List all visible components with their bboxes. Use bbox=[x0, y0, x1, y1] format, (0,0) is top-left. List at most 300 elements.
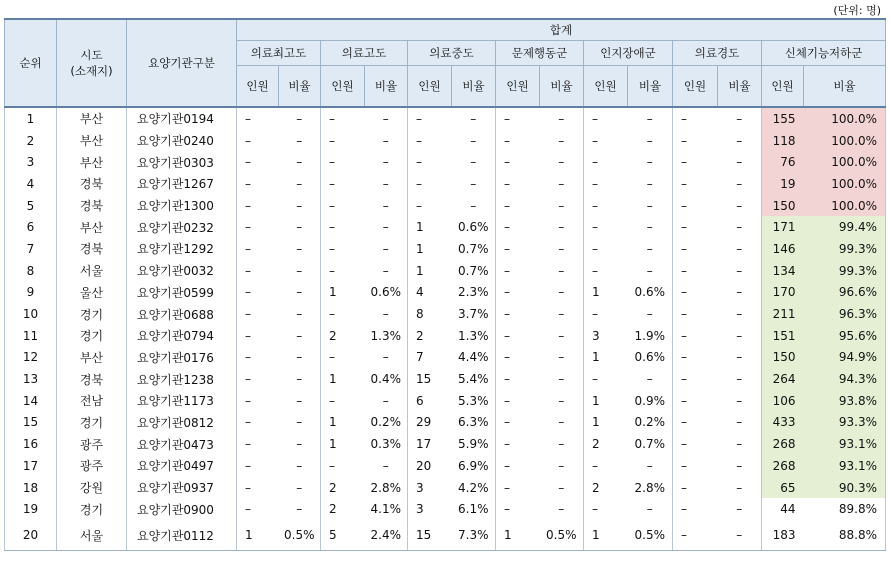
count-cell: – bbox=[496, 195, 540, 217]
count-cell: – bbox=[496, 260, 540, 282]
count-cell: – bbox=[673, 455, 718, 477]
count-cell: – bbox=[673, 303, 718, 325]
table-row bbox=[5, 107, 886, 130]
rate-cell: 0.4% bbox=[365, 368, 408, 390]
rate-cell: – bbox=[452, 173, 496, 195]
rate-cell: 0.5% bbox=[628, 520, 673, 551]
rate-cell: – bbox=[628, 238, 673, 260]
rate-cell: 2.8% bbox=[365, 477, 408, 499]
count-cell: 134 bbox=[762, 260, 804, 282]
rate-cell: 0.9% bbox=[628, 390, 673, 412]
rate-cell: – bbox=[365, 347, 408, 369]
rate-cell: 5.3% bbox=[452, 390, 496, 412]
header-rate: 비율 bbox=[718, 66, 762, 108]
count-cell: – bbox=[237, 412, 279, 434]
table-row bbox=[5, 151, 886, 173]
rank-cell: 12 bbox=[5, 347, 57, 369]
rate-cell: 2.3% bbox=[452, 282, 496, 304]
region-cell: 서울 bbox=[57, 260, 127, 282]
rate-cell: – bbox=[365, 107, 408, 130]
rate-cell: – bbox=[718, 282, 762, 304]
rate-cell: 0.7% bbox=[452, 260, 496, 282]
count-cell: – bbox=[496, 433, 540, 455]
count-cell: – bbox=[673, 216, 718, 238]
count-cell: – bbox=[673, 282, 718, 304]
facility-cell: 요양기관1300 bbox=[127, 195, 237, 217]
header-region bbox=[57, 19, 127, 107]
count-cell: – bbox=[321, 151, 365, 173]
count-cell: – bbox=[321, 303, 365, 325]
count-cell: – bbox=[496, 455, 540, 477]
count-cell: – bbox=[237, 477, 279, 499]
rate-cell: – bbox=[718, 455, 762, 477]
region-cell: 부산 bbox=[57, 130, 127, 152]
count-cell: – bbox=[673, 390, 718, 412]
count-cell: 2 bbox=[321, 498, 365, 520]
rank-cell: 1 bbox=[5, 107, 57, 130]
header-region-line1: 시도 bbox=[80, 48, 103, 62]
rate-cell: – bbox=[279, 412, 321, 434]
rate-cell: – bbox=[279, 325, 321, 347]
rate-cell: – bbox=[718, 238, 762, 260]
count-cell: – bbox=[673, 412, 718, 434]
rank-cell: 13 bbox=[5, 368, 57, 390]
rate-cell: 1.3% bbox=[365, 325, 408, 347]
count-cell: – bbox=[584, 195, 628, 217]
count-cell: – bbox=[673, 477, 718, 499]
count-cell: 17 bbox=[408, 433, 452, 455]
facility-cell: 요양기관1267 bbox=[127, 173, 237, 195]
count-cell: – bbox=[408, 130, 452, 152]
header-rate: 비율 bbox=[804, 66, 886, 108]
region-cell: 부산 bbox=[57, 347, 127, 369]
rate-cell: 5.9% bbox=[452, 433, 496, 455]
rate-cell: – bbox=[365, 455, 408, 477]
count-cell: – bbox=[237, 498, 279, 520]
rate-cell: 0.6% bbox=[452, 216, 496, 238]
header-count: 인원 bbox=[673, 66, 718, 108]
rate-cell: 4.1% bbox=[365, 498, 408, 520]
rank-cell: 16 bbox=[5, 433, 57, 455]
count-cell: 2 bbox=[584, 477, 628, 499]
rate-cell: – bbox=[718, 433, 762, 455]
header-count: 인원 bbox=[762, 66, 804, 108]
facility-cell: 요양기관0900 bbox=[127, 498, 237, 520]
rank-cell: 14 bbox=[5, 390, 57, 412]
rate-cell: 3.7% bbox=[452, 303, 496, 325]
rate-cell: 90.3% bbox=[804, 477, 886, 499]
rate-cell: – bbox=[540, 412, 584, 434]
rate-cell: 0.6% bbox=[365, 282, 408, 304]
count-cell: – bbox=[237, 216, 279, 238]
rate-cell: – bbox=[365, 216, 408, 238]
count-cell: – bbox=[408, 107, 452, 130]
rate-cell: – bbox=[279, 173, 321, 195]
count-cell: – bbox=[321, 390, 365, 412]
rank-cell: 8 bbox=[5, 260, 57, 282]
rate-cell: – bbox=[540, 238, 584, 260]
count-cell: – bbox=[321, 107, 365, 130]
rate-cell: – bbox=[279, 107, 321, 130]
count-cell: – bbox=[673, 173, 718, 195]
region-cell: 강원 bbox=[57, 477, 127, 499]
count-cell: 150 bbox=[762, 195, 804, 217]
rate-cell: – bbox=[452, 195, 496, 217]
count-cell: – bbox=[408, 173, 452, 195]
count-cell: – bbox=[673, 130, 718, 152]
table-row bbox=[5, 498, 886, 520]
rate-cell: – bbox=[718, 390, 762, 412]
count-cell: 170 bbox=[762, 282, 804, 304]
count-cell: 1 bbox=[584, 347, 628, 369]
count-cell: – bbox=[237, 130, 279, 152]
count-cell: 5 bbox=[321, 520, 365, 551]
count-cell: – bbox=[237, 173, 279, 195]
rate-cell: – bbox=[718, 347, 762, 369]
count-cell: – bbox=[496, 412, 540, 434]
facility-cell: 요양기관0303 bbox=[127, 151, 237, 173]
rate-cell: – bbox=[279, 216, 321, 238]
rate-cell: – bbox=[628, 195, 673, 217]
rate-cell: – bbox=[718, 303, 762, 325]
rank-cell: 20 bbox=[5, 520, 57, 551]
rank-cell: 10 bbox=[5, 303, 57, 325]
count-cell: 264 bbox=[762, 368, 804, 390]
rate-cell: – bbox=[279, 433, 321, 455]
count-cell: – bbox=[237, 347, 279, 369]
region-cell: 경북 bbox=[57, 238, 127, 260]
rate-cell: 1.3% bbox=[452, 325, 496, 347]
count-cell: 1 bbox=[584, 282, 628, 304]
rate-cell: – bbox=[279, 282, 321, 304]
header-rate: 비율 bbox=[279, 66, 321, 108]
rate-cell: – bbox=[718, 260, 762, 282]
header-count: 인원 bbox=[321, 66, 365, 108]
count-cell: – bbox=[673, 260, 718, 282]
facility-cell: 요양기관0232 bbox=[127, 216, 237, 238]
facility-cell: 요양기관0240 bbox=[127, 130, 237, 152]
count-cell: 1 bbox=[321, 412, 365, 434]
rank-cell: 19 bbox=[5, 498, 57, 520]
count-cell: 6 bbox=[408, 390, 452, 412]
rank-cell: 9 bbox=[5, 282, 57, 304]
count-cell: 146 bbox=[762, 238, 804, 260]
rate-cell: – bbox=[279, 130, 321, 152]
rate-cell: – bbox=[540, 433, 584, 455]
count-cell: 3 bbox=[408, 498, 452, 520]
header-facility: 요양기관구분 bbox=[127, 19, 237, 107]
table-row bbox=[5, 260, 886, 282]
unit-label: (단위: 명) bbox=[833, 4, 881, 17]
count-cell: – bbox=[408, 195, 452, 217]
count-cell: 3 bbox=[408, 477, 452, 499]
rate-cell: – bbox=[628, 107, 673, 130]
count-cell: – bbox=[237, 368, 279, 390]
rate-cell: 100.0% bbox=[804, 195, 886, 217]
rate-cell: – bbox=[540, 368, 584, 390]
table-row bbox=[5, 282, 886, 304]
rate-cell: 0.3% bbox=[365, 433, 408, 455]
rate-cell: 6.1% bbox=[452, 498, 496, 520]
rate-cell: – bbox=[540, 216, 584, 238]
count-cell: 151 bbox=[762, 325, 804, 347]
rate-cell: – bbox=[718, 520, 762, 551]
count-cell: – bbox=[496, 282, 540, 304]
count-cell: – bbox=[673, 195, 718, 217]
rate-cell: 100.0% bbox=[804, 130, 886, 152]
rate-cell: 95.6% bbox=[804, 325, 886, 347]
table-row bbox=[5, 455, 886, 477]
rate-cell: – bbox=[365, 130, 408, 152]
rate-cell: – bbox=[628, 216, 673, 238]
rate-cell: – bbox=[279, 303, 321, 325]
region-cell: 경기 bbox=[57, 325, 127, 347]
rank-cell: 11 bbox=[5, 325, 57, 347]
rate-cell: – bbox=[540, 151, 584, 173]
count-cell: 2 bbox=[408, 325, 452, 347]
table-row bbox=[5, 412, 886, 434]
region-cell: 경북 bbox=[57, 195, 127, 217]
rate-cell: 0.5% bbox=[279, 520, 321, 551]
rate-cell: – bbox=[279, 151, 321, 173]
count-cell: 4 bbox=[408, 282, 452, 304]
header-count: 인원 bbox=[408, 66, 452, 108]
count-cell: – bbox=[496, 368, 540, 390]
facility-cell: 요양기관0599 bbox=[127, 282, 237, 304]
count-cell: – bbox=[673, 151, 718, 173]
count-cell: – bbox=[237, 107, 279, 130]
count-cell: – bbox=[673, 498, 718, 520]
facility-cell: 요양기관0112 bbox=[127, 520, 237, 551]
count-cell: – bbox=[321, 347, 365, 369]
rank-cell: 15 bbox=[5, 412, 57, 434]
count-cell: 1 bbox=[408, 216, 452, 238]
facility-cell: 요양기관1238 bbox=[127, 368, 237, 390]
rate-cell: 93.1% bbox=[804, 433, 886, 455]
rate-cell: – bbox=[279, 368, 321, 390]
rate-cell: 93.3% bbox=[804, 412, 886, 434]
count-cell: 8 bbox=[408, 303, 452, 325]
count-cell: – bbox=[321, 216, 365, 238]
facility-cell: 요양기관0194 bbox=[127, 107, 237, 130]
header-count: 인원 bbox=[584, 66, 628, 108]
table-row bbox=[5, 477, 886, 499]
header-region-line2: (소재지) bbox=[70, 64, 113, 78]
count-cell: 44 bbox=[762, 498, 804, 520]
count-cell: – bbox=[496, 216, 540, 238]
count-cell: 1 bbox=[408, 260, 452, 282]
count-cell: – bbox=[237, 151, 279, 173]
rate-cell: 6.9% bbox=[452, 455, 496, 477]
count-cell: – bbox=[584, 368, 628, 390]
count-cell: – bbox=[673, 520, 718, 551]
rate-cell: – bbox=[718, 412, 762, 434]
rate-cell: 94.3% bbox=[804, 368, 886, 390]
count-cell: 1 bbox=[321, 282, 365, 304]
region-cell: 경북 bbox=[57, 173, 127, 195]
header-group: 신체기능저하군 bbox=[762, 41, 886, 66]
rate-cell: 0.2% bbox=[628, 412, 673, 434]
rate-cell: 0.5% bbox=[540, 520, 584, 551]
table-row bbox=[5, 173, 886, 195]
rate-cell: – bbox=[365, 195, 408, 217]
rate-cell: 88.8% bbox=[804, 520, 886, 551]
rate-cell: – bbox=[365, 151, 408, 173]
table-row bbox=[5, 303, 886, 325]
rate-cell: – bbox=[540, 498, 584, 520]
rank-cell: 3 bbox=[5, 151, 57, 173]
region-cell: 경북 bbox=[57, 368, 127, 390]
facility-cell: 요양기관1173 bbox=[127, 390, 237, 412]
rate-cell: – bbox=[452, 130, 496, 152]
rate-cell: – bbox=[279, 238, 321, 260]
count-cell: – bbox=[496, 107, 540, 130]
count-cell: 1 bbox=[584, 390, 628, 412]
rate-cell: – bbox=[365, 238, 408, 260]
count-cell: 2 bbox=[321, 325, 365, 347]
count-cell: 3 bbox=[584, 325, 628, 347]
rate-cell: 93.8% bbox=[804, 390, 886, 412]
rate-cell: – bbox=[540, 195, 584, 217]
count-cell: 65 bbox=[762, 477, 804, 499]
header-rate: 비율 bbox=[365, 66, 408, 108]
facility-cell: 요양기관0176 bbox=[127, 347, 237, 369]
count-cell: – bbox=[496, 130, 540, 152]
header-rate: 비율 bbox=[540, 66, 584, 108]
rate-cell: 4.2% bbox=[452, 477, 496, 499]
header-total: 합계 bbox=[237, 19, 886, 41]
header-group: 인지장애군 bbox=[584, 41, 673, 66]
rate-cell: – bbox=[628, 455, 673, 477]
facility-cell: 요양기관0032 bbox=[127, 260, 237, 282]
count-cell: – bbox=[321, 238, 365, 260]
count-cell: 268 bbox=[762, 455, 804, 477]
rate-cell: 96.6% bbox=[804, 282, 886, 304]
facility-cell: 요양기관0937 bbox=[127, 477, 237, 499]
rank-cell: 7 bbox=[5, 238, 57, 260]
rate-cell: 89.8% bbox=[804, 498, 886, 520]
header-rate: 비율 bbox=[452, 66, 496, 108]
rate-cell: 0.7% bbox=[452, 238, 496, 260]
count-cell: 1 bbox=[496, 520, 540, 551]
count-cell: – bbox=[237, 455, 279, 477]
header-group: 의료최고도 bbox=[237, 41, 321, 66]
count-cell: – bbox=[237, 282, 279, 304]
count-cell: – bbox=[584, 303, 628, 325]
rate-cell: – bbox=[628, 130, 673, 152]
count-cell: – bbox=[496, 477, 540, 499]
count-cell: – bbox=[496, 325, 540, 347]
rate-cell: – bbox=[365, 173, 408, 195]
rate-cell: – bbox=[628, 151, 673, 173]
rate-cell: – bbox=[718, 325, 762, 347]
count-cell: 76 bbox=[762, 151, 804, 173]
rate-cell: 93.1% bbox=[804, 455, 886, 477]
count-cell: 268 bbox=[762, 433, 804, 455]
count-cell: 1 bbox=[237, 520, 279, 551]
rate-cell: 100.0% bbox=[804, 151, 886, 173]
rate-cell: – bbox=[718, 151, 762, 173]
table-row bbox=[5, 520, 886, 551]
region-cell: 부산 bbox=[57, 107, 127, 130]
rate-cell: 0.6% bbox=[628, 347, 673, 369]
rate-cell: – bbox=[279, 455, 321, 477]
rank-cell: 5 bbox=[5, 195, 57, 217]
facility-cell: 요양기관0473 bbox=[127, 433, 237, 455]
region-cell: 경기 bbox=[57, 498, 127, 520]
rate-cell: 0.6% bbox=[628, 282, 673, 304]
count-cell: 433 bbox=[762, 412, 804, 434]
rate-cell: – bbox=[540, 130, 584, 152]
count-cell: – bbox=[496, 173, 540, 195]
region-cell: 부산 bbox=[57, 151, 127, 173]
table-row bbox=[5, 325, 886, 347]
rate-cell: – bbox=[718, 130, 762, 152]
count-cell: – bbox=[584, 107, 628, 130]
region-cell: 전남 bbox=[57, 390, 127, 412]
rate-cell: – bbox=[540, 390, 584, 412]
count-cell: – bbox=[584, 498, 628, 520]
count-cell: – bbox=[496, 347, 540, 369]
rate-cell: – bbox=[540, 173, 584, 195]
rate-cell: 99.4% bbox=[804, 216, 886, 238]
table-row bbox=[5, 347, 886, 369]
facility-cell: 요양기관0688 bbox=[127, 303, 237, 325]
rate-cell: 100.0% bbox=[804, 173, 886, 195]
rank-cell: 17 bbox=[5, 455, 57, 477]
rate-cell: – bbox=[628, 303, 673, 325]
rate-cell: – bbox=[718, 477, 762, 499]
region-cell: 울산 bbox=[57, 282, 127, 304]
rate-cell: – bbox=[365, 390, 408, 412]
header-group: 의료경도 bbox=[673, 41, 762, 66]
region-cell: 경기 bbox=[57, 303, 127, 325]
region-cell: 경기 bbox=[57, 412, 127, 434]
count-cell: – bbox=[321, 130, 365, 152]
count-cell: – bbox=[584, 151, 628, 173]
rate-cell: – bbox=[279, 195, 321, 217]
rate-cell: – bbox=[452, 151, 496, 173]
count-cell: 171 bbox=[762, 216, 804, 238]
count-cell: – bbox=[321, 260, 365, 282]
rate-cell: – bbox=[279, 260, 321, 282]
rate-cell: 4.4% bbox=[452, 347, 496, 369]
header-count: 인원 bbox=[496, 66, 540, 108]
rate-cell: 96.3% bbox=[804, 303, 886, 325]
rate-cell: – bbox=[628, 368, 673, 390]
rank-cell: 4 bbox=[5, 173, 57, 195]
facility-cell: 요양기관1292 bbox=[127, 238, 237, 260]
region-cell: 광주 bbox=[57, 433, 127, 455]
rate-cell: – bbox=[540, 477, 584, 499]
rate-cell: – bbox=[365, 260, 408, 282]
rate-cell: – bbox=[540, 347, 584, 369]
rate-cell: – bbox=[628, 498, 673, 520]
count-cell: – bbox=[237, 260, 279, 282]
facility-cell: 요양기관0794 bbox=[127, 325, 237, 347]
facility-cell: 요양기관0812 bbox=[127, 412, 237, 434]
table-row bbox=[5, 130, 886, 152]
count-cell: – bbox=[237, 390, 279, 412]
rate-cell: – bbox=[279, 498, 321, 520]
count-cell: – bbox=[584, 173, 628, 195]
rate-cell: – bbox=[279, 477, 321, 499]
rate-cell: – bbox=[540, 260, 584, 282]
count-cell: 2 bbox=[321, 477, 365, 499]
rank-cell: 6 bbox=[5, 216, 57, 238]
region-cell: 광주 bbox=[57, 455, 127, 477]
count-cell: – bbox=[673, 325, 718, 347]
